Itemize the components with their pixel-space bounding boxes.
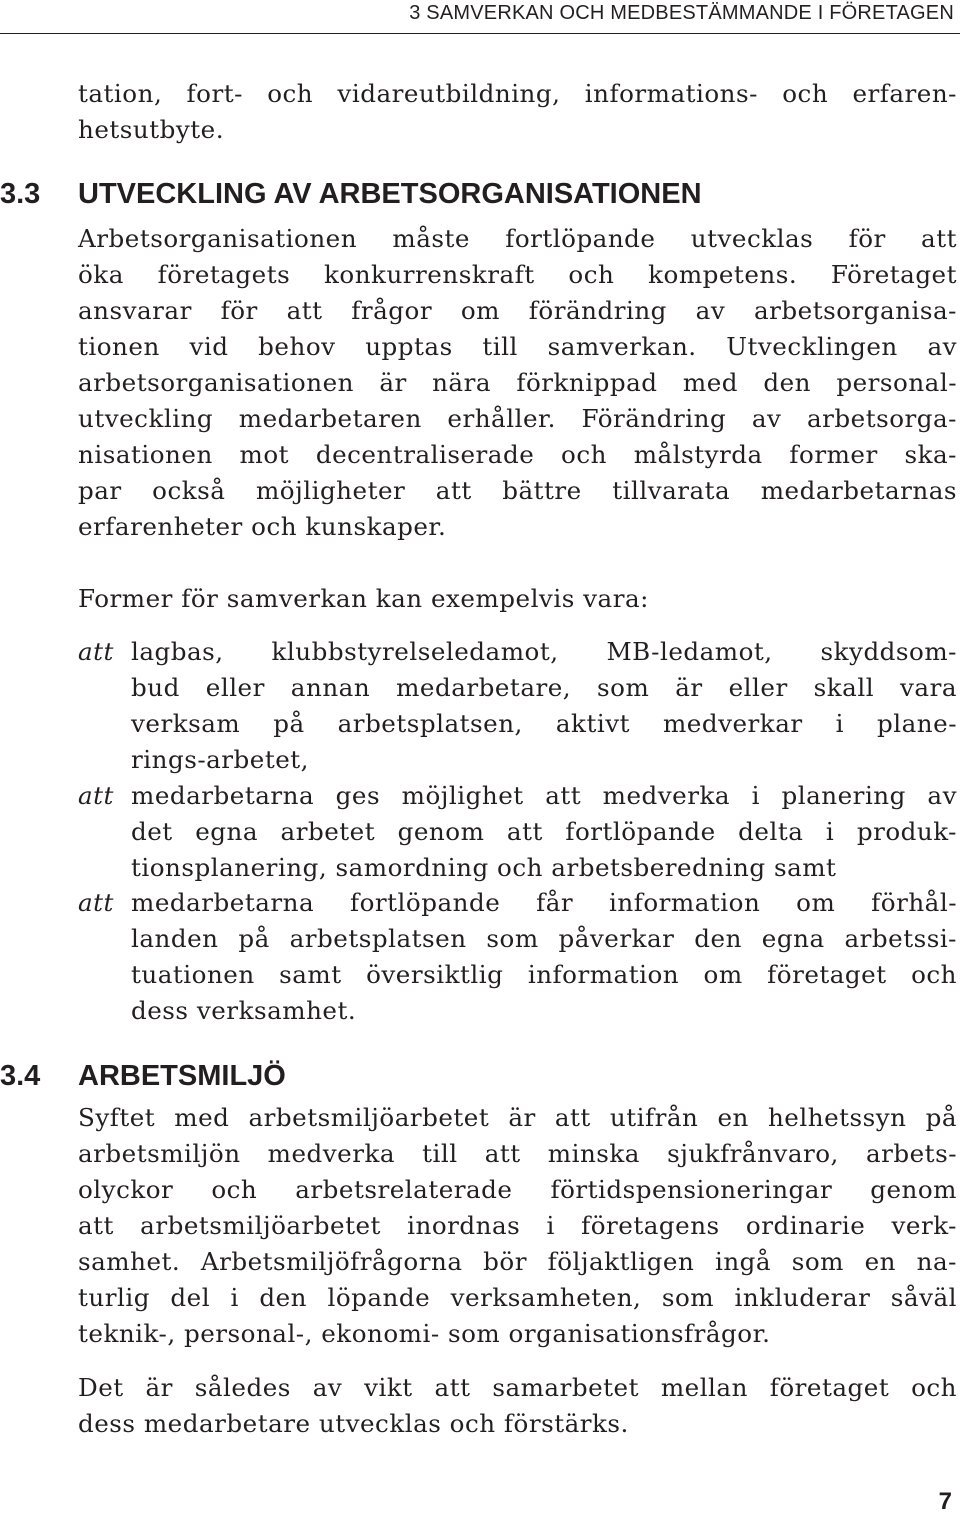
- text-line: ansvarar för att frågor om förändring av arbetsorganisa-: [78, 296, 957, 325]
- section-3-4-paragraph: [78, 1100, 957, 1352]
- text-line: medarbetarna ges möjlighet att medverka i planering av: [131, 781, 957, 810]
- text-line: arbetsmiljön medverka till att minska sjukfrånvaro, arbets-: [78, 1139, 957, 1168]
- text-line: bud eller annan medarbetare, som är eller skall vara: [131, 673, 957, 702]
- text-line: lagbas, klubbstyrelseledamot, MB-ledamot, skyddsom-: [131, 637, 957, 666]
- running-head: [0, 0, 960, 34]
- text-line: öka företagets konkurrenskraft och kompetens. Företaget: [78, 260, 957, 289]
- running-head-text: 3 SAMVERKAN OCH MEDBESTÄMMANDE I FÖRETAGEN: [409, 2, 954, 24]
- section-title: ARBETSMILJÖ: [78, 1060, 286, 1092]
- text-line: nisationen mot decentraliserade och målstyrda former ska-: [78, 440, 957, 469]
- page-number: 7: [938, 1488, 952, 1515]
- text-line: arbetsorganisationen är nära förknippad med den personal-: [78, 368, 957, 397]
- text-line: tuationen samt översiktlig information om företaget och: [131, 960, 957, 989]
- continuation-paragraph: [78, 76, 957, 148]
- text-line: Syftet med arbetsmiljöarbetet är att utifrån en helhetssyn på: [78, 1103, 957, 1132]
- text-line: erfarenheter och kunskaper.: [78, 512, 447, 541]
- text-line: verksam på arbetsplatsen, aktivt medverkar i plane-: [131, 709, 957, 738]
- text-line: olyckor och arbetsrelaterade förtidspensioneringar genom: [78, 1175, 957, 1204]
- section-3-3-paragraph: [78, 221, 957, 545]
- text-line: tionen vid behov upptas till samverkan. Utvecklingen av: [78, 332, 957, 361]
- forms-intro: [78, 581, 957, 617]
- text-line: Former för samverkan kan exempelvis vara:: [78, 584, 649, 613]
- section-title: UTVECKLING AV ARBETSORGANISATIONEN: [78, 178, 702, 210]
- text-line: landen på arbetsplatsen som påverkar den egna arbetssi-: [131, 924, 957, 953]
- list-item-text: [131, 885, 957, 1029]
- text-line: utveckling medarbetaren erhåller. Förändring av arbetsorga-: [78, 404, 957, 433]
- text-line: det egna arbetet genom att fortlöpande delta i produk-: [131, 817, 957, 846]
- text-line: turlig del i den löpande verksamheten, som inkluderar såväl: [78, 1283, 957, 1312]
- text-line: att arbetsmiljöarbetet inordnas i företagens ordinarie verk-: [78, 1211, 957, 1240]
- closing-paragraph: [78, 1370, 957, 1442]
- list-marker: att: [78, 637, 114, 666]
- list-item-text: [131, 778, 957, 886]
- text-line: dess verksamhet.: [131, 996, 357, 1025]
- text-line: par också möjligheter att bättre tillvarata medarbetarnas: [78, 476, 957, 505]
- text-line: tation, fort- och vidareutbildning, informations- och erfaren-: [78, 79, 957, 108]
- text-line: Det är således av vikt att samarbetet mellan företaget och: [78, 1373, 957, 1402]
- text-line: samhet. Arbetsmiljöfrågorna bör följaktligen ingå som en na-: [78, 1247, 957, 1276]
- text-line: dess medarbetare utvecklas och förstärks.: [78, 1409, 629, 1438]
- list-marker: att: [78, 781, 114, 810]
- section-number: 3.4: [0, 1060, 41, 1092]
- text-line: hetsutbyte.: [78, 115, 225, 144]
- text-line: Arbetsorganisationen måste fortlöpande utvecklas för att: [78, 224, 957, 253]
- section-number: 3.3: [0, 178, 41, 210]
- text-line: medarbetarna fortlöpande får information om förhål-: [131, 888, 957, 917]
- list-item-text: [131, 634, 957, 778]
- text-line: rings-arbetet,: [131, 745, 309, 774]
- text-line: tionsplanering, samordning och arbetsberedning samt: [131, 853, 837, 882]
- text-line: teknik-, personal-, ekonomi- som organisationsfrågor.: [78, 1319, 771, 1348]
- list-marker: att: [78, 888, 114, 917]
